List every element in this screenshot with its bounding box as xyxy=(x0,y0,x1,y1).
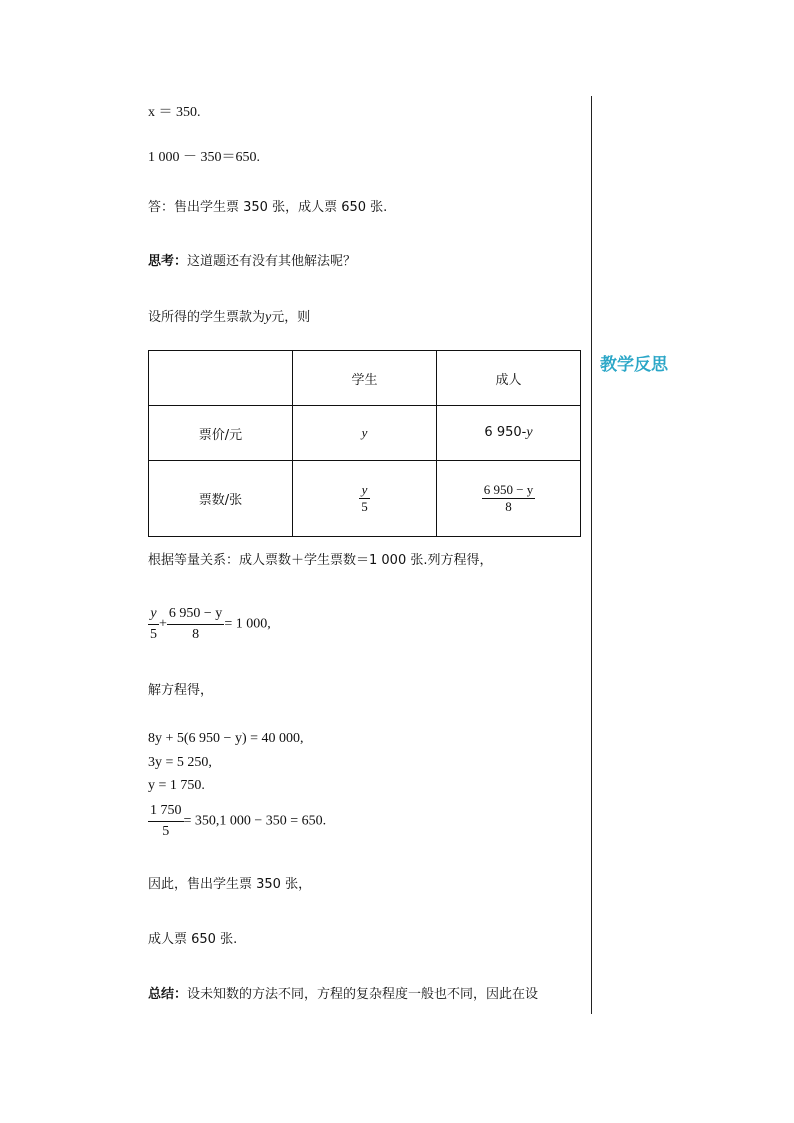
final-equation xyxy=(148,801,326,842)
solve-step-1: 8y + 5(6 950 − y) = 40 000, xyxy=(148,731,304,746)
assumption-line xyxy=(148,309,310,327)
equation-subtract: 1 000 － 350＝650. xyxy=(148,150,260,165)
table-corner xyxy=(149,351,293,406)
conclusion-line-1: 因此，售出学生票 350 张， xyxy=(148,877,312,892)
answer-line: 答：售出学生票 350 张，成人票 650 张. xyxy=(148,200,388,215)
fraction-denominator: 5 xyxy=(148,624,159,645)
solve-label: 解方程得， xyxy=(148,683,214,698)
final-rhs: = 350,1 000 − 350 = 650. xyxy=(183,813,327,829)
summary-label: 总结： xyxy=(148,987,188,1002)
fraction-numerator: 6 950 − y xyxy=(483,482,534,497)
table-row-price xyxy=(149,406,581,461)
count-student xyxy=(293,461,437,537)
eq-plus: + xyxy=(159,616,167,632)
assumption-post: 元，则 xyxy=(271,310,311,325)
fraction-numerator: 1 750 xyxy=(150,803,182,818)
assumption-var: y xyxy=(265,310,272,325)
header-adult: 成人 xyxy=(437,351,581,406)
price-adult-var: y xyxy=(526,425,533,440)
header-student: 学生 xyxy=(293,351,437,406)
count-adult xyxy=(437,461,581,537)
final-fraction xyxy=(148,801,184,842)
reflection-heading: 教学反思 xyxy=(600,355,668,375)
fraction-numerator: y xyxy=(361,482,368,497)
price-student: y xyxy=(293,406,437,461)
count-label: 票数/张 xyxy=(149,461,293,537)
think-text: 这道题还有没有其他解法呢？ xyxy=(187,254,357,269)
eq-fraction-1 xyxy=(148,604,159,645)
fraction-denominator: 5 xyxy=(361,499,368,514)
table-row-count xyxy=(149,461,581,537)
main-equation xyxy=(148,604,271,645)
fraction-numerator: y xyxy=(150,606,157,621)
conclusion-line-2: 成人票 650 张. xyxy=(148,932,238,947)
solve-step-3: y = 1 750. xyxy=(148,778,205,793)
price-adult-const: 6 950- xyxy=(484,425,527,440)
eq-rhs: = 1 000, xyxy=(224,616,271,632)
summary-text: 设未知数的方法不同，方程的复杂程度一般也不同，因此在设 xyxy=(187,987,539,1002)
table-header-row xyxy=(149,351,581,406)
summary-line xyxy=(148,986,538,1004)
ticket-table xyxy=(148,350,581,537)
fraction-numerator: 6 950 − y xyxy=(168,606,223,621)
fraction-denominator: 8 xyxy=(167,624,224,645)
column-divider xyxy=(591,96,592,1014)
assumption-pre: 设所得的学生票款为 xyxy=(148,310,266,325)
solve-step-2: 3y = 5 250, xyxy=(148,755,212,770)
relation-line: 根据等量关系：成人票数＋学生票数＝1 000 张.列方程得， xyxy=(148,553,493,568)
price-adult xyxy=(437,406,581,461)
count-adult-fraction xyxy=(482,482,536,515)
count-student-fraction xyxy=(359,482,370,515)
think-label: 思考： xyxy=(148,254,188,269)
eq-fraction-2 xyxy=(167,604,224,645)
think-line xyxy=(148,253,356,271)
fraction-denominator: 5 xyxy=(148,821,184,842)
price-label: 票价/元 xyxy=(149,406,293,461)
fraction-denominator: 8 xyxy=(482,498,536,515)
equation-x: x ＝ 350. xyxy=(148,105,201,120)
